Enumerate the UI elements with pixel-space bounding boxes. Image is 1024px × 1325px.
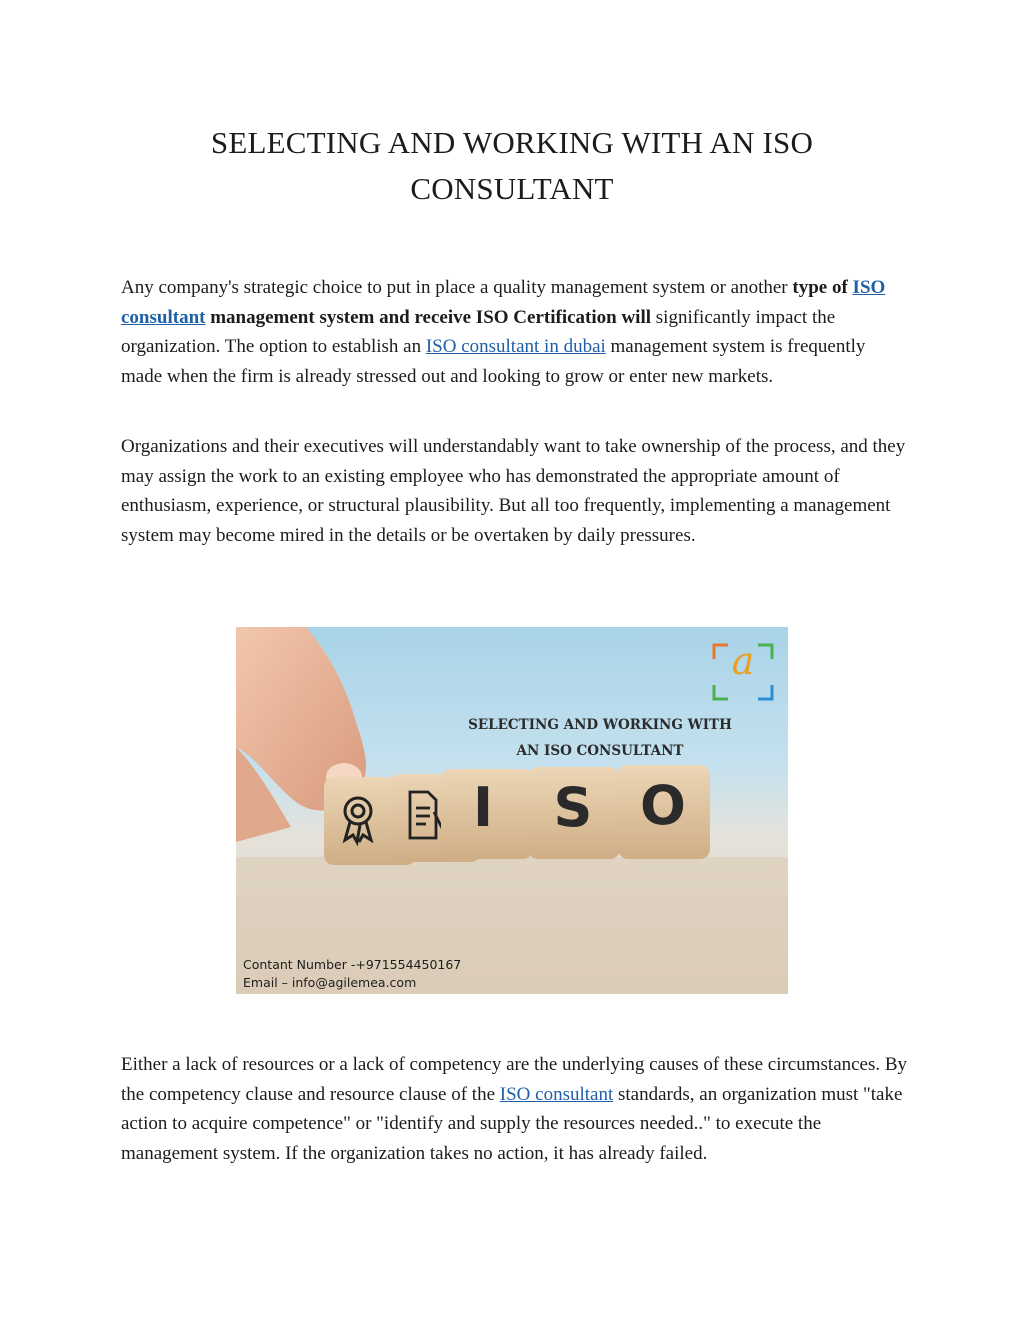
logo-letter: a xyxy=(731,639,755,683)
paragraph-1-text-a: Any company's strategic choice to put in place a quality management system or another xyxy=(121,277,793,298)
image-headline-line-1: SELECTING AND WORKING WITH xyxy=(468,717,732,733)
image-contact-number: Contant Number -+971554450167 xyxy=(243,957,462,972)
paragraph-3 xyxy=(121,1050,911,1168)
paragraph-1-bold-b: management system and receive ISO Certification will xyxy=(205,306,652,328)
paragraph-1 xyxy=(121,273,911,391)
iso-consultant-dubai-link[interactable]: ISO consultant in dubai xyxy=(425,336,606,357)
paragraph-1-text-b: significantly impact the organization. The option to establish an xyxy=(121,306,836,357)
cube-letter-o: O xyxy=(640,774,686,837)
iso-consultant-link-2[interactable]: ISO consultant xyxy=(499,1083,614,1105)
cube-letter-i: I xyxy=(472,776,494,839)
paragraph-1-text-c: management system is frequently made when the firm is already stressed out and looking to grow or enter new markets. xyxy=(121,336,866,387)
title-line-1: SELECTING AND WORKING WITH AN ISO xyxy=(210,125,814,160)
title-line-2: CONSULTANT xyxy=(410,171,614,206)
image-contact-email: Email – info@agilemea.com xyxy=(243,975,417,990)
paragraph-3-text-a: Either a lack of resources or a lack of competency are the underlying causes of these circumstances. By the competency clause and resource clause of the xyxy=(121,1054,908,1105)
cube-letter-s: S xyxy=(553,776,593,839)
paragraph-3-text-b: standards, an organization must "take action to acquire competence" or "identify and supply the resources needed.." to execute the management system. If the organization takes no action, it has already failed. xyxy=(121,1083,903,1164)
paragraph-1-bold-a: type of xyxy=(792,277,853,298)
image-headline-line-2: AN ISO CONSULTANT xyxy=(516,743,684,759)
paragraph-2: Organizations and their executives will understandably want to take ownership of the process, and they may assign the work to an existing employee who has demonstrated the appropriate amount of enthusiasm, experience, or structural plausibility. But all too frequently, implementing a management system may become mired in the details or be overtaken by daily pressures. xyxy=(121,436,906,546)
iso-consultant-link[interactable]: ISO consultant xyxy=(121,277,886,328)
page-title xyxy=(150,120,874,212)
